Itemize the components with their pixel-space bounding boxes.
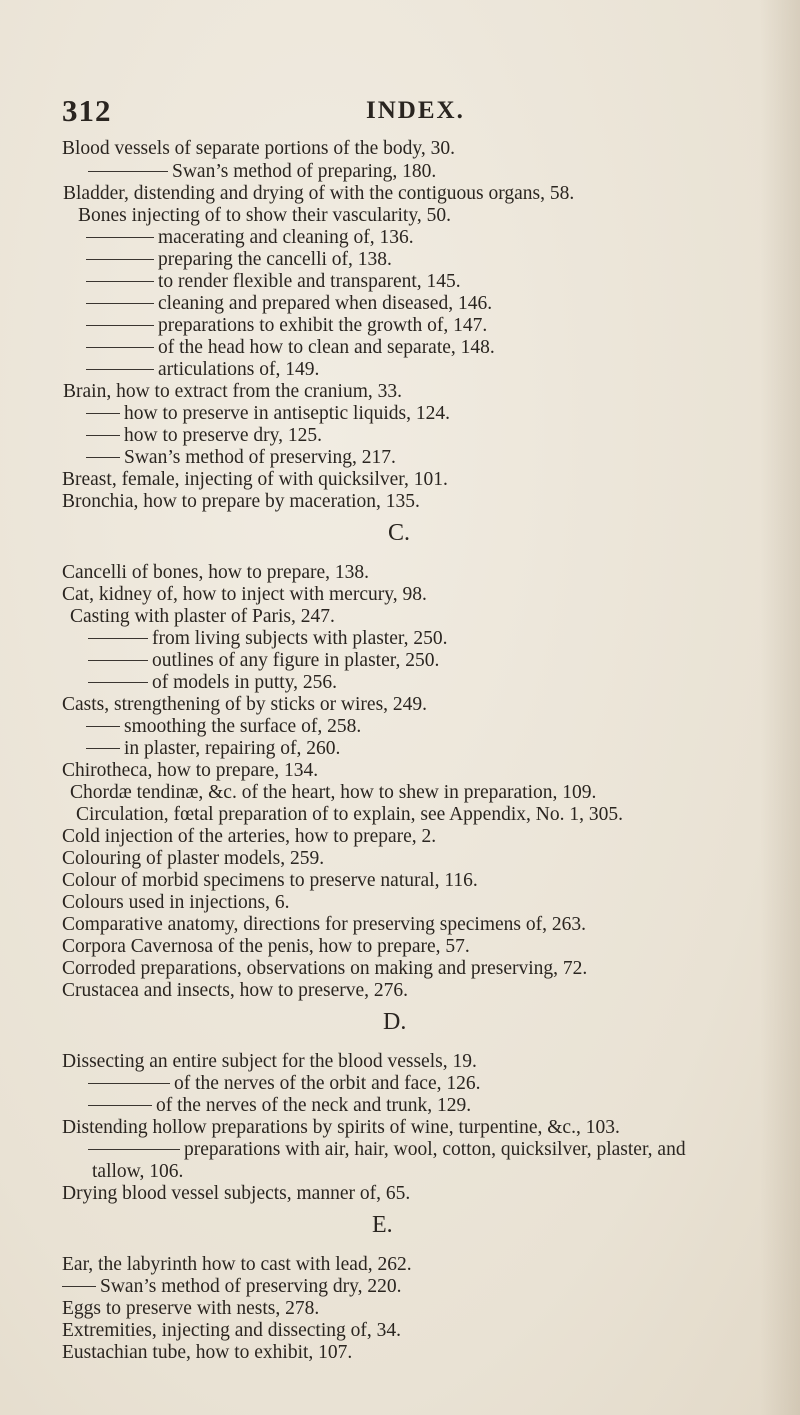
index-subentry: of the nerves of the neck and trunk, 129. bbox=[88, 1095, 471, 1117]
index-subentry: cleaning and prepared when diseased, 146. bbox=[86, 293, 492, 315]
ditto-dash bbox=[88, 1083, 170, 1084]
index-entry: Cold injection of the arteries, how to prepare, 2. bbox=[62, 826, 437, 847]
index-subentry: outlines of any figure in plaster, 250. bbox=[88, 650, 439, 672]
index-subentry: how to preserve in antiseptic liquids, 124. bbox=[86, 403, 450, 425]
index-entry: Cancelli of bones, how to prepare, 138. bbox=[62, 562, 370, 583]
index-entry: Brain, how to extract from the cranium, 33. bbox=[63, 381, 402, 402]
ditto-dash bbox=[86, 435, 120, 436]
ditto-dash bbox=[86, 259, 154, 260]
index-subentry: macerating and cleaning of, 136. bbox=[86, 227, 414, 249]
index-entry: Corroded preparations, observations on making and preserving, 72. bbox=[62, 958, 588, 979]
index-entry: Corpora Cavernosa of the penis, how to prepare, 57. bbox=[62, 936, 470, 957]
index-subentry: Swan’s method of preparing, 180. bbox=[88, 161, 436, 183]
index-subentry: Swan’s method of preserving dry, 220. bbox=[62, 1276, 401, 1298]
ditto-dash bbox=[88, 1149, 180, 1150]
section-letter-e: E. bbox=[372, 1212, 393, 1238]
ditto-dash bbox=[88, 1105, 152, 1106]
ditto-dash bbox=[86, 726, 120, 727]
index-subentry: Swan’s method of preserving, 217. bbox=[86, 447, 396, 469]
ditto-dash bbox=[86, 281, 154, 282]
section-letter-c: C. bbox=[388, 520, 411, 546]
ditto-dash bbox=[88, 171, 168, 172]
index-entry: Eustachian tube, how to exhibit, 107. bbox=[62, 1342, 353, 1363]
index-entry: Distending hollow preparations by spirits of wine, turpentine, &c., 103. bbox=[62, 1117, 620, 1138]
ditto-dash bbox=[88, 638, 148, 639]
index-subentry: preparing the cancelli of, 138. bbox=[86, 249, 392, 271]
running-title: INDEX. bbox=[366, 97, 465, 124]
index-entry-continuation: tallow, 106. bbox=[92, 1161, 184, 1182]
index-entry: Colouring of plaster models, 259. bbox=[62, 848, 325, 869]
ditto-dash bbox=[86, 237, 154, 238]
index-subentry: smoothing the surface of, 258. bbox=[86, 716, 361, 738]
section-letter-d: D. bbox=[383, 1009, 407, 1035]
index-entry: Bladder, distending and drying of with the contiguous organs, 58. bbox=[63, 183, 575, 204]
ditto-dash bbox=[86, 413, 120, 414]
index-entry: Circulation, fœtal preparation of to explain, see Appendix, No. 1, 305. bbox=[76, 804, 623, 825]
index-entry: Breast, female, injecting of with quicksilver, 101. bbox=[62, 469, 448, 490]
ditto-dash bbox=[86, 347, 154, 348]
ditto-dash bbox=[62, 1286, 96, 1287]
index-subentry: of models in putty, 256. bbox=[88, 672, 337, 694]
index-entry: Chordæ tendinæ, &c. of the heart, how to shew in preparation, 109. bbox=[70, 782, 597, 803]
index-entry: Cat, kidney of, how to inject with mercury, 98. bbox=[62, 584, 427, 605]
ditto-dash bbox=[86, 325, 154, 326]
index-entry: Colours used in injections, 6. bbox=[62, 892, 290, 913]
index-entry: Bronchia, how to prepare by maceration, 135. bbox=[62, 491, 420, 512]
ditto-dash bbox=[86, 748, 120, 749]
index-subentry: from living subjects with plaster, 250. bbox=[88, 628, 447, 650]
index-subentry: preparations to exhibit the growth of, 147. bbox=[86, 315, 487, 337]
ditto-dash bbox=[88, 660, 148, 661]
index-entry: Eggs to preserve with nests, 278. bbox=[62, 1298, 320, 1319]
ditto-dash bbox=[86, 369, 154, 370]
ditto-dash bbox=[88, 682, 148, 683]
index-subentry: how to preserve dry, 125. bbox=[86, 425, 322, 447]
index-subentry: to render flexible and transparent, 145. bbox=[86, 271, 461, 293]
index-entry: Drying blood vessel subjects, manner of, 65. bbox=[62, 1183, 411, 1204]
index-subentry: of the nerves of the orbit and face, 126. bbox=[88, 1073, 480, 1095]
index-subentry: preparations with air, hair, wool, cotton, quicksilver, plaster, and bbox=[88, 1139, 686, 1161]
index-entry: Bones injecting of to show their vascularity, 50. bbox=[78, 205, 451, 226]
index-subentry: of the head how to clean and separate, 148. bbox=[86, 337, 495, 359]
page-edge-shadow bbox=[760, 0, 800, 1415]
ditto-dash bbox=[86, 303, 154, 304]
index-entry: Extremities, injecting and dissecting of, 34. bbox=[62, 1320, 402, 1341]
index-entry: Casts, strengthening of by sticks or wires, 249. bbox=[62, 694, 428, 715]
index-entry: Dissecting an entire subject for the blood vessels, 19. bbox=[62, 1051, 477, 1072]
index-entry: Colour of morbid specimens to preserve natural, 116. bbox=[62, 870, 478, 891]
index-entry: Casting with plaster of Paris, 247. bbox=[70, 606, 335, 627]
index-entry: Chirotheca, how to prepare, 134. bbox=[62, 760, 319, 781]
index-entry: Ear, the labyrinth how to cast with lead, 262. bbox=[62, 1254, 412, 1275]
index-entry: Comparative anatomy, directions for preserving specimens of, 263. bbox=[62, 914, 587, 935]
ditto-dash bbox=[86, 457, 120, 458]
index-subentry: articulations of, 149. bbox=[86, 359, 319, 381]
page-header bbox=[62, 93, 762, 133]
index-entry: Blood vessels of separate portions of the body, 30. bbox=[62, 138, 455, 159]
page-number: 312 bbox=[62, 93, 112, 128]
index-subentry: in plaster, repairing of, 260. bbox=[86, 738, 340, 760]
index-entry: Crustacea and insects, how to preserve, 276. bbox=[62, 980, 409, 1001]
